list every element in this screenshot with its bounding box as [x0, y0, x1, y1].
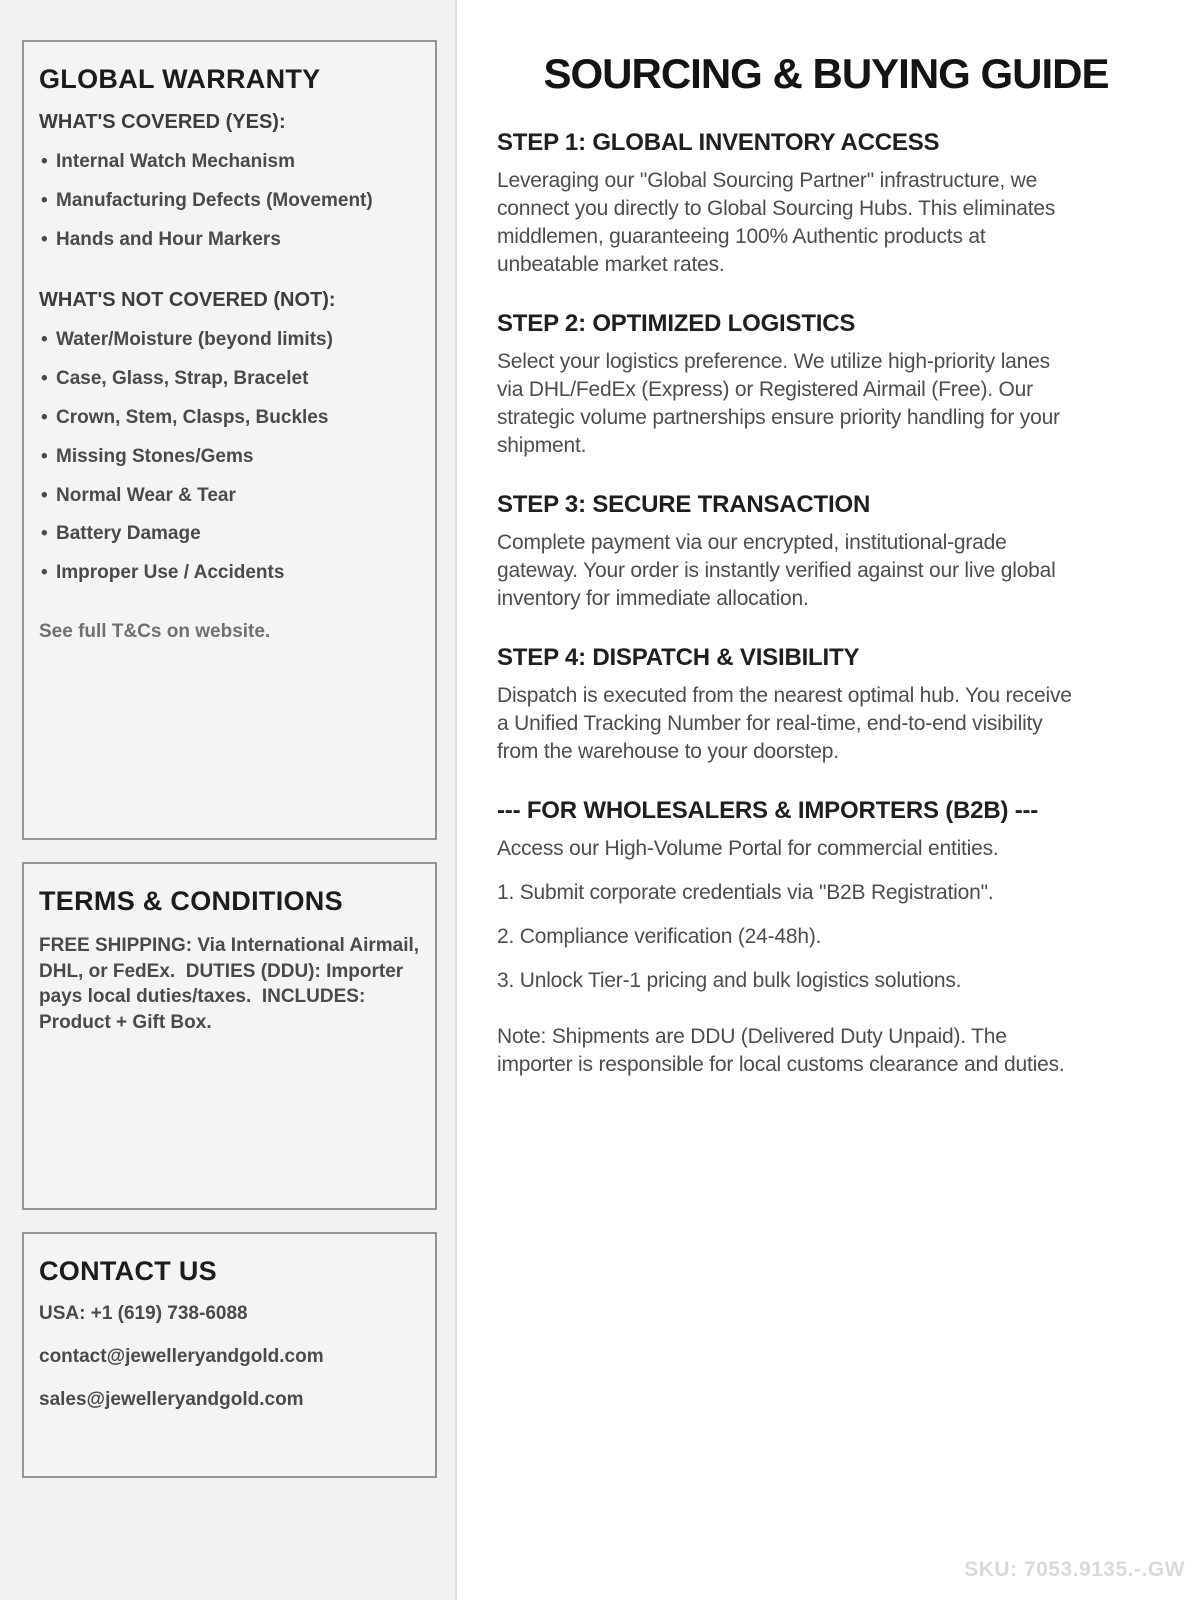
- section-paragraph: Leveraging our "Global Sourcing Partner" infrastructure, we connect you directly to Global Sourcing Hubs. This eliminates middlemen, guaranteeing 100% Authentic products at unbeatable market rates.: [497, 169, 1056, 276]
- section-step-3: [497, 491, 1155, 613]
- section-paragraph: Access our High-Volume Portal for commercial entities.: [497, 837, 999, 860]
- contact-title: CONTACT US: [39, 1256, 217, 1286]
- list-item: • Improper Use / Accidents: [39, 562, 420, 585]
- list-item: • Battery Damage: [39, 523, 420, 546]
- contact-phone: USA: +1 (619) 738-6088: [39, 1303, 248, 1324]
- main-content: [457, 0, 1200, 1600]
- section-paragraph: Complete payment via our encrypted, institutional-grade gateway. Your order is instantly verified against our live global inventory for immediate allocation.: [497, 531, 1056, 610]
- not-covered-heading: WHAT'S NOT COVERED (NOT):: [39, 289, 336, 312]
- section-heading: STEP 2: OPTIMIZED LOGISTICS: [497, 310, 856, 337]
- section-step-4: [497, 644, 1155, 766]
- section-paragraph: Dispatch is executed from the nearest optimal hub. You receive a Unified Tracking Number for real-time, end-to-end visibility from the warehouse to your doorstep.: [497, 684, 1072, 763]
- not-covered-list: [39, 329, 420, 585]
- list-item: • Hands and Hour Markers: [39, 229, 420, 252]
- list-item: • Water/Moisture (beyond limits): [39, 329, 420, 352]
- section-heading: STEP 3: SECURE TRANSACTION: [497, 491, 871, 518]
- section-b2b: [497, 797, 1155, 1079]
- covered-list: [39, 151, 420, 251]
- terms-conditions-panel: [22, 862, 437, 1210]
- page-title: SOURCING & BUYING GUIDE: [543, 50, 1109, 97]
- terms-footnote: See full T&Cs on website.: [39, 620, 271, 642]
- list-item: • Case, Glass, Strap, Bracelet: [39, 368, 420, 391]
- sidebar: [0, 0, 457, 1600]
- ddu-note: Note: Shipments are DDU (Delivered Duty Unpaid). The importer is responsible for local customs clearance and duties.: [497, 1025, 1065, 1076]
- section-paragraph: 3. Unlock Tier-1 pricing and bulk logistics solutions.: [497, 969, 962, 992]
- list-item: • Internal Watch Mechanism: [39, 151, 420, 174]
- sales-email: sales@jewelleryandgold.com: [39, 1389, 304, 1410]
- contact-us-panel: [22, 1232, 437, 1478]
- warranty-title: GLOBAL WARRANTY: [39, 64, 321, 94]
- section-step-2: [497, 310, 1155, 460]
- covered-heading: WHAT'S COVERED (YES):: [39, 111, 286, 133]
- section-paragraph: Select your logistics preference. We utilize high-priority lanes via DHL/FedEx (Express) or Registered Airmail (Free). Our strategic volume partnerships ensure priority handling for your shipment.: [497, 350, 1060, 457]
- terms-body: FREE SHIPPING: Via International Airmail, DHL, or FedEx. DUTIES (DDU): Importer pays local duties/taxes. INCLUDES: Product + Gift Box.: [39, 935, 425, 1033]
- global-warranty-panel: [22, 40, 437, 840]
- section-heading: --- FOR WHOLESALERS & IMPORTERS (B2B) ---: [497, 797, 1039, 824]
- sku-label: SKU: 7053.9135.-.GW: [964, 1558, 1185, 1581]
- list-item: • Crown, Stem, Clasps, Buckles: [39, 407, 420, 430]
- section-heading: STEP 1: GLOBAL INVENTORY ACCESS: [497, 129, 940, 156]
- list-item: • Manufacturing Defects (Movement): [39, 190, 420, 213]
- list-item: • Normal Wear & Tear: [39, 485, 420, 508]
- list-item: • Missing Stones/Gems: [39, 446, 420, 469]
- terms-title: TERMS & CONDITIONS: [39, 886, 343, 916]
- section-step-1: [497, 129, 1155, 279]
- section-paragraph: 2. Compliance verification (24-48h).: [497, 925, 822, 948]
- section-paragraph: 1. Submit corporate credentials via "B2B Registration".: [497, 881, 994, 904]
- contact-email: contact@jewelleryandgold.com: [39, 1346, 324, 1367]
- section-heading: STEP 4: DISPATCH & VISIBILITY: [497, 644, 860, 671]
